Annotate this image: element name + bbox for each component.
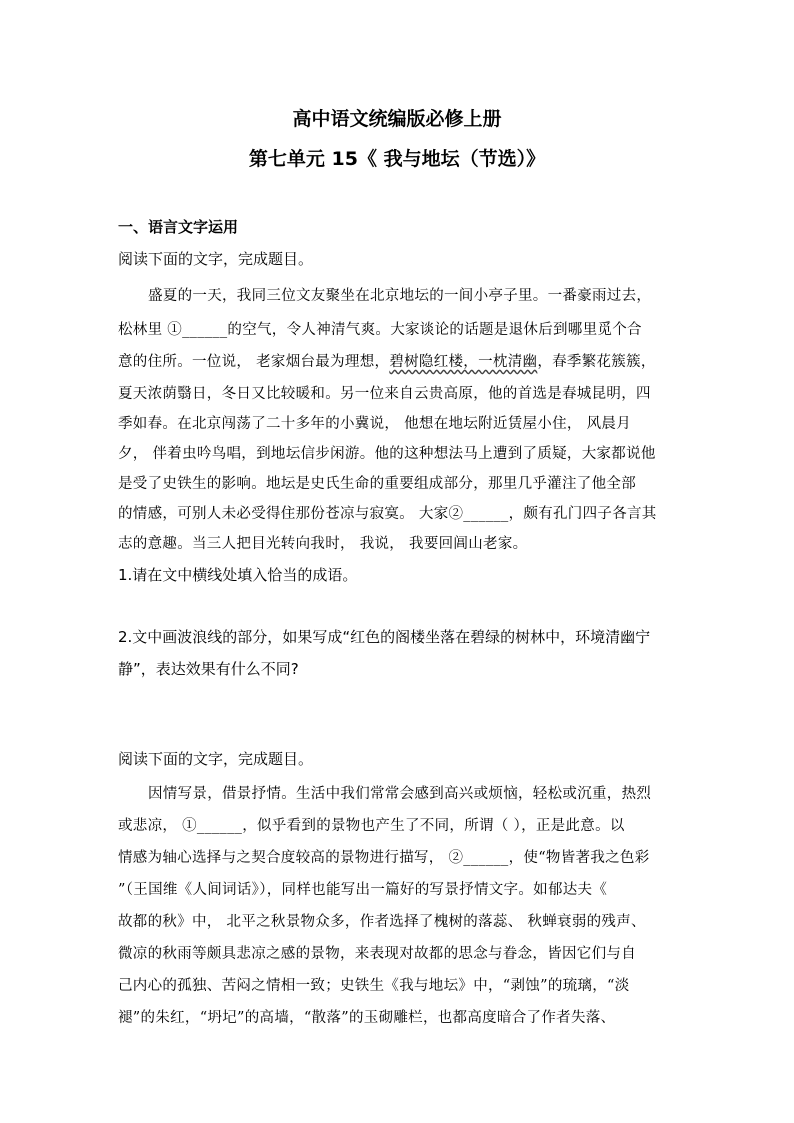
passage-line: 志的意趣。当三人把目光转向我时， 我说， 我要回阊山老家。	[118, 536, 528, 552]
passage-line: 微凉的秋雨等颇具悲凉之感的景物，来表现对故都的思念与眷念，皆因它们与自	[118, 946, 636, 962]
passage-line: 情感为轴心选择与之契合度较高的景物进行描写， ②______，使“物皆著我之色彩	[118, 850, 650, 866]
question-2-line: 2.文中画波浪线的部分，如果写成“红色的阁楼坐落在碧绿的树林中，环境清幽宁	[118, 628, 651, 646]
passage-line: 夏天浓荫翳日，冬日又比较暖和。另一位来自云贵高原，他的首选是春城昆明，四	[118, 386, 651, 402]
passage-line: 季如春。在北京闯荡了二十多年的小冀说， 他想在地坛附近赁屋小住， 风晨月	[118, 416, 632, 432]
question-1: 1.请在文中横线处填入恰当的成语。	[118, 566, 358, 584]
passage-line: 的情感，可别人未必受得住那份苍凉与寂寞。 大家②______，颇有孔门四子各言其	[118, 506, 657, 522]
instruction-text: 阅读下面的文字，完成题目。	[118, 250, 314, 268]
passage-text: 意的住所。一位说， 老家烟台最为理想，	[118, 354, 390, 370]
instruction-text: 阅读下面的文字，完成题目。	[118, 750, 314, 768]
passage-line: 夕， 伴着虫吟鸟唱，到地坛信步闲游。他的这种想法马上遭到了质疑，大家都说他	[118, 446, 656, 462]
document-subtitle: 第七单元 15《 我与地坛（节选）》	[248, 148, 546, 170]
section-heading: 一、语言文字运用	[118, 218, 239, 236]
passage-line: 盛夏的一天，我同三位文友聚坐在北京地坛的一间小亭子里。一番豪雨过去，	[148, 288, 652, 304]
passage-line: 因情写景，借景抒情。生活中我们常常会感到高兴或烦恼，轻松或沉重，热烈	[148, 786, 652, 802]
passage-line	[118, 350, 656, 371]
passage-line: 故都的秋》中， 北平之秋景物众多，作者选择了槐树的落蕊、 秋蝉衰弱的残声、	[118, 914, 646, 930]
passage-line: 是受了史铁生的影响。地坛是史氏生命的重要组成部分，那里几乎灌注了他全部	[118, 476, 636, 492]
passage-line: 或悲凉， ①______，似乎看到的景物也产生了不同，所谓（ ），正是此意。以	[118, 818, 625, 834]
passage-line: 松林里 ①______的空气，令人神清气爽。大家谈论的话题是退休后到哪里觅个合	[118, 322, 642, 338]
document-title: 高中语文统编版必修上册	[292, 108, 502, 130]
passage-line: 己内心的孤独、苦闷之情相一致；史铁生《我与地坛》中，“剥蚀”的琉璃，“淡	[118, 978, 630, 994]
question-2-line: 静”，表达效果有什么不同?	[118, 660, 299, 678]
passage-line: ”（王国维《人间词话》），同样也能写出一篇好的写景抒情文字。如郁达夫《	[118, 882, 608, 898]
passage-line: 褪”的朱红，“坍圮”的高墙，“散落”的玉砌雕栏，也都高度暗合了作者失落、	[118, 1010, 616, 1026]
wavy-underlined-text: 碧树隐红楼，一枕清幽	[389, 354, 538, 370]
passage-text: ，春季繁花簇簇，	[537, 354, 656, 370]
